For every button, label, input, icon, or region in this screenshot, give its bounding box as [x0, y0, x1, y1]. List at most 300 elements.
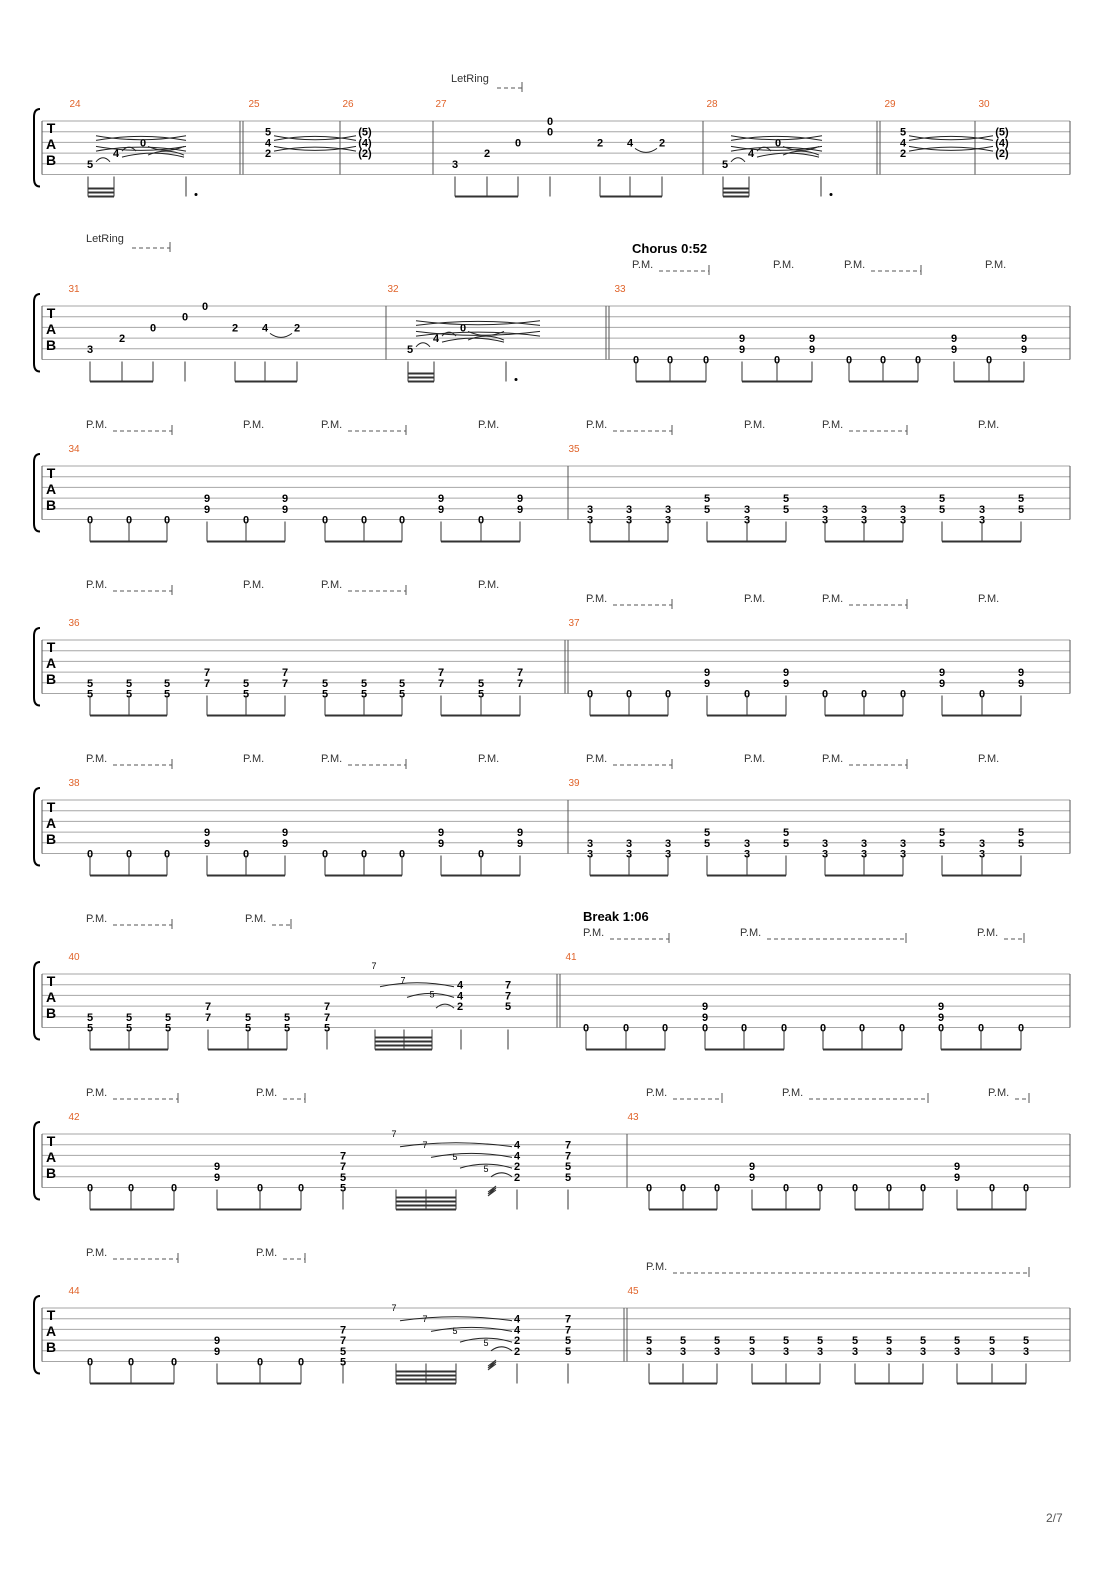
- fret-number: 0: [139, 137, 147, 150]
- fret-number: 0: [125, 848, 133, 861]
- fret-number: 0: [86, 514, 94, 527]
- fret-number: 5: [125, 1011, 133, 1024]
- palm-mute-label: P.M.: [478, 419, 500, 431]
- measure-number: 29: [884, 99, 896, 110]
- tab-system-8: [34, 1247, 1070, 1384]
- fret-number: 5: [1017, 493, 1025, 506]
- fret-number: 0: [845, 354, 853, 367]
- fret-number: 9: [281, 827, 289, 840]
- fret-number: 7: [564, 1324, 572, 1337]
- fret-number: 7: [281, 677, 289, 690]
- fret-number: 5: [988, 1335, 996, 1348]
- fret-number: 3: [899, 514, 907, 527]
- measure-number: 45: [627, 1286, 639, 1297]
- tab-clef-letter: B: [45, 831, 57, 847]
- palm-mute-label: P.M.: [822, 753, 844, 765]
- fret-number: 9: [213, 1335, 221, 1348]
- tab-clef-letter: B: [45, 1005, 57, 1021]
- palm-mute-label: P.M.: [243, 579, 265, 591]
- fret-number: 3: [748, 1345, 756, 1358]
- fret-number: 5: [406, 343, 414, 356]
- tie-arc: [635, 148, 657, 152]
- fret-number: 3: [899, 837, 907, 850]
- tab-system-6: [34, 909, 1070, 1050]
- fret-number: 5: [1022, 1335, 1030, 1348]
- fret-number: 5: [398, 688, 406, 701]
- measure-number: 32: [387, 284, 399, 295]
- fret-number: 9: [808, 333, 816, 346]
- fret-number: 0: [988, 1182, 996, 1195]
- fret-number: 3: [625, 514, 633, 527]
- measure-number: 36: [68, 618, 80, 629]
- fret-number: 2: [118, 333, 126, 346]
- measure-number: 25: [248, 99, 260, 110]
- fret-number: 9: [748, 1161, 756, 1174]
- grace-fret: 5: [452, 1152, 458, 1162]
- fret-number: 0: [821, 688, 829, 701]
- fret-number: 5: [703, 837, 711, 850]
- tab-clef-letter: B: [45, 671, 57, 687]
- fret-number: 2: [513, 1161, 521, 1174]
- fret-number: 5: [938, 493, 946, 506]
- tab-system-4: [34, 579, 1070, 716]
- fret-number: 9: [203, 493, 211, 506]
- fret-number: (4): [358, 137, 372, 150]
- measure-number: 37: [568, 618, 580, 629]
- fret-number: 3: [821, 848, 829, 861]
- fret-number: 3: [664, 503, 672, 516]
- palm-mute-label: P.M.: [822, 419, 844, 431]
- fret-number: 9: [701, 1011, 709, 1024]
- fret-number: 4: [899, 137, 907, 150]
- tab-clef-letter: B: [45, 152, 57, 168]
- fret-number: 5: [339, 1182, 347, 1195]
- fret-number: 3: [953, 1345, 961, 1358]
- fret-number: 0: [899, 688, 907, 701]
- fret-number: 0: [459, 322, 467, 335]
- tab-clef-letter: A: [45, 815, 57, 831]
- fret-number: 9: [953, 1171, 961, 1184]
- tab-system-3: [34, 419, 1070, 542]
- fret-number: 9: [953, 1161, 961, 1174]
- palm-mute-label: P.M.: [583, 927, 605, 939]
- fret-number: 3: [978, 848, 986, 861]
- fret-number: 9: [281, 493, 289, 506]
- fret-number: 0: [163, 848, 171, 861]
- fret-number: 0: [297, 1182, 305, 1195]
- tab-clef-letter: B: [45, 1165, 57, 1181]
- fret-number: 9: [437, 493, 445, 506]
- grace-fret: 5: [483, 1164, 489, 1174]
- fret-number: 4: [626, 137, 634, 150]
- fret-number: (5): [995, 126, 1009, 139]
- fret-number: 0: [661, 1022, 669, 1035]
- fret-number: 0: [885, 1182, 893, 1195]
- fret-number: 0: [297, 1356, 305, 1369]
- fret-number: 9: [738, 333, 746, 346]
- fret-number: 5: [244, 1011, 252, 1024]
- fret-number: 0: [201, 301, 209, 313]
- fret-number: 3: [860, 837, 868, 850]
- tab-clef-letter: T: [46, 305, 56, 321]
- fret-number: 9: [213, 1345, 221, 1358]
- fret-number: 5: [713, 1335, 721, 1348]
- fret-number: 7: [564, 1313, 572, 1326]
- fret-number: 9: [203, 503, 211, 516]
- fret-number: 9: [938, 667, 946, 680]
- fret-number: 5: [163, 688, 171, 701]
- measure-number: 26: [342, 99, 354, 110]
- tab-clef-letter: A: [45, 655, 57, 671]
- fret-number: 5: [242, 677, 250, 690]
- fret-number: 5: [86, 688, 94, 701]
- fret-number: 5: [703, 503, 711, 516]
- system-bracket: [34, 109, 40, 187]
- fret-number: 5: [679, 1335, 687, 1348]
- fret-number: 9: [938, 677, 946, 690]
- palm-mute-label: P.M.: [988, 1087, 1010, 1099]
- fret-number: 7: [516, 677, 524, 690]
- measure-number: 30: [978, 99, 990, 110]
- fret-number: 9: [516, 493, 524, 506]
- palm-mute-label: P.M.: [243, 419, 265, 431]
- fret-number: 3: [821, 503, 829, 516]
- fret-number: 5: [264, 126, 272, 139]
- grace-fret: 7: [391, 1303, 397, 1313]
- fret-number: 3: [679, 1345, 687, 1358]
- tab-clef-letter: T: [46, 799, 56, 815]
- fret-number: 0: [985, 354, 993, 367]
- fret-number: 0: [937, 1022, 945, 1035]
- grace-fret: 7: [400, 975, 406, 986]
- fret-number: 7: [323, 1011, 331, 1024]
- fret-number: 5: [86, 1022, 94, 1035]
- measure-number: 33: [614, 284, 626, 295]
- fret-number: 4: [264, 137, 272, 150]
- fret-number: 2: [513, 1171, 521, 1184]
- fret-number: 0: [782, 1182, 790, 1195]
- measure-number: 27: [435, 99, 447, 110]
- fret-number: 5: [244, 1022, 252, 1035]
- fret-number: 5: [125, 1022, 133, 1035]
- fret-number: 5: [242, 688, 250, 701]
- fret-number: 3: [743, 514, 751, 527]
- fret-number: 0: [679, 1182, 687, 1195]
- palm-mute-label: P.M.: [744, 753, 766, 765]
- fret-number: 5: [564, 1335, 572, 1348]
- fret-number: 3: [1022, 1345, 1030, 1358]
- tab-system-7: [34, 1087, 1070, 1210]
- fret-number: 5: [283, 1011, 291, 1024]
- fret-number: 0: [914, 354, 922, 367]
- fret-number: 0: [256, 1356, 264, 1369]
- fret-number: 0: [743, 688, 751, 701]
- fret-number: 7: [204, 1011, 212, 1024]
- fret-number: 0: [256, 1182, 264, 1195]
- fret-number: 0: [181, 311, 189, 324]
- fret-number: 3: [86, 343, 94, 356]
- fret-number: 4: [513, 1150, 521, 1163]
- tab-clef-letter: B: [45, 497, 57, 513]
- fret-number: 9: [937, 1011, 945, 1024]
- fret-number: 0: [978, 688, 986, 701]
- palm-mute-label: P.M.: [321, 753, 343, 765]
- fret-number: 0: [546, 116, 554, 128]
- fret-number: 5: [323, 1022, 331, 1035]
- palm-mute-label: P.M.: [744, 419, 766, 431]
- palm-mute-label: P.M.: [256, 1247, 278, 1259]
- fret-number: 0: [125, 514, 133, 527]
- palm-mute-label: P.M.: [822, 593, 844, 605]
- fret-number: 5: [504, 1001, 512, 1014]
- fret-number: 0: [127, 1356, 135, 1369]
- fret-number: 3: [664, 848, 672, 861]
- tie-arc: [96, 158, 110, 162]
- fret-number: 7: [203, 667, 211, 680]
- fret-number: 5: [851, 1335, 859, 1348]
- fret-number: 9: [281, 837, 289, 850]
- fret-number: 5: [782, 827, 790, 840]
- fret-number: 0: [819, 1022, 827, 1035]
- fret-number: 9: [808, 343, 816, 356]
- fret-number: 0: [851, 1182, 859, 1195]
- fret-number: 0: [622, 1022, 630, 1035]
- fret-number: (4): [995, 137, 1009, 150]
- fret-number: 5: [645, 1335, 653, 1348]
- palm-mute-label: P.M.: [985, 259, 1007, 271]
- fret-number: 0: [321, 848, 329, 861]
- fret-number: 5: [86, 158, 94, 171]
- fret-number: 3: [885, 1345, 893, 1358]
- fret-number: 3: [645, 1345, 653, 1358]
- fret-number: 0: [546, 126, 554, 139]
- fret-number: 5: [564, 1171, 572, 1184]
- tab-clef-letter: T: [46, 120, 56, 136]
- fret-number: 0: [86, 1356, 94, 1369]
- palm-mute-label: P.M.: [86, 913, 108, 925]
- fret-number: 9: [203, 827, 211, 840]
- section-chorus: Chorus 0:52: [632, 241, 708, 256]
- fret-number: 0: [477, 848, 485, 861]
- fret-number: 5: [164, 1022, 172, 1035]
- fret-number: 0: [398, 848, 406, 861]
- tie-arc: [731, 158, 745, 162]
- fret-number: 5: [1017, 827, 1025, 840]
- fret-number: 0: [860, 688, 868, 701]
- palm-mute-label: P.M.: [586, 593, 608, 605]
- fret-number: 3: [978, 503, 986, 516]
- fret-number: 7: [339, 1150, 347, 1163]
- section-break: Break 1:06: [583, 909, 649, 924]
- fret-number: 4: [456, 990, 464, 1003]
- system-bracket: [34, 1296, 40, 1374]
- fret-number: 3: [586, 837, 594, 850]
- grace-fret: 7: [391, 1129, 397, 1139]
- fret-number: 0: [127, 1182, 135, 1195]
- fret-number: 0: [977, 1022, 985, 1035]
- fret-number: 5: [782, 837, 790, 850]
- tab-system-1: [34, 73, 1070, 197]
- palm-mute-label: P.M.: [632, 259, 654, 271]
- fret-number: 3: [586, 514, 594, 527]
- fret-number: 0: [1017, 1022, 1025, 1035]
- fret-number: 3: [821, 837, 829, 850]
- palm-mute-label: P.M.: [321, 579, 343, 591]
- fret-number: 0: [858, 1022, 866, 1035]
- fret-number: 5: [164, 1011, 172, 1024]
- fret-number: 5: [1017, 503, 1025, 516]
- fret-number: (2): [995, 148, 1009, 161]
- fret-number: 9: [703, 667, 711, 680]
- fret-number: 9: [1020, 343, 1028, 356]
- fret-number: 7: [281, 667, 289, 680]
- fret-number: 3: [586, 503, 594, 516]
- fret-number: 3: [743, 837, 751, 850]
- fret-number: 5: [125, 688, 133, 701]
- tab-system-5: [34, 753, 1070, 876]
- fret-number: 7: [504, 979, 512, 992]
- system-bracket: [34, 454, 40, 532]
- palm-mute-label: P.M.: [586, 753, 608, 765]
- fret-number: 2: [658, 137, 666, 150]
- system-bracket: [34, 788, 40, 866]
- fret-number: 5: [321, 688, 329, 701]
- fret-number: 2: [513, 1345, 521, 1358]
- palm-mute-label: P.M.: [978, 753, 1000, 765]
- fret-number: 7: [504, 990, 512, 1003]
- fret-number: 7: [339, 1161, 347, 1174]
- fret-number: 5: [703, 493, 711, 506]
- fret-number: 9: [1020, 333, 1028, 346]
- fret-number: 9: [203, 837, 211, 850]
- fret-number: 9: [437, 837, 445, 850]
- fret-number: 5: [86, 1011, 94, 1024]
- palm-mute-label: P.M.: [86, 1247, 108, 1259]
- system-bracket: [34, 1122, 40, 1200]
- fret-number: 0: [170, 1182, 178, 1195]
- fret-number: 3: [625, 503, 633, 516]
- fret-number: 3: [664, 514, 672, 527]
- measure-number: 39: [568, 778, 580, 789]
- grace-fret: 7: [422, 1140, 428, 1150]
- palm-mute-label: P.M.: [86, 419, 108, 431]
- palm-mute-label: P.M.: [978, 419, 1000, 431]
- palm-mute-label: P.M.: [586, 419, 608, 431]
- dot: [515, 378, 518, 381]
- palm-mute-label: P.M.: [844, 259, 866, 271]
- fret-number: 5: [398, 677, 406, 690]
- fret-number: 5: [782, 493, 790, 506]
- fret-number: 5: [899, 126, 907, 139]
- fret-number: 9: [738, 343, 746, 356]
- fret-number: 3: [743, 848, 751, 861]
- fret-number: 3: [978, 514, 986, 527]
- fret-number: 9: [516, 827, 524, 840]
- tab-system-2: [34, 233, 1070, 382]
- fret-number: 3: [713, 1345, 721, 1358]
- measure-number: 40: [68, 952, 80, 963]
- fret-number: 7: [203, 677, 211, 690]
- fret-number: 0: [477, 514, 485, 527]
- palm-mute-label: P.M.: [478, 579, 500, 591]
- fret-number: 3: [978, 837, 986, 850]
- tab-clef-letter: T: [46, 465, 56, 481]
- palm-mute-label: P.M.: [740, 927, 762, 939]
- let-ring-label: LetRing: [86, 233, 124, 245]
- fret-number: 5: [564, 1161, 572, 1174]
- fret-number: 7: [516, 667, 524, 680]
- fret-number: 4: [261, 322, 269, 335]
- measure-number: 38: [68, 778, 80, 789]
- fret-number: 0: [242, 514, 250, 527]
- fret-number: 5: [782, 503, 790, 516]
- fret-number: 3: [586, 848, 594, 861]
- tie-arc: [491, 1173, 512, 1177]
- palm-mute-label: P.M.: [773, 259, 795, 271]
- measure-number: 35: [568, 444, 580, 455]
- fret-number: 0: [586, 688, 594, 701]
- tab-clef-letter: T: [46, 1307, 56, 1323]
- palm-mute-label: P.M.: [646, 1087, 668, 1099]
- measure-number: 31: [68, 284, 80, 295]
- tab-clef-letter: B: [45, 1339, 57, 1355]
- measure-number: 44: [68, 1286, 80, 1297]
- fret-number: 2: [231, 322, 239, 335]
- fret-number: 0: [773, 354, 781, 367]
- fret-number: 0: [898, 1022, 906, 1035]
- fret-number: 4: [747, 148, 755, 161]
- measure-number: 24: [69, 99, 81, 110]
- tab-clef-letter: A: [45, 1149, 57, 1165]
- fret-number: 2: [293, 322, 301, 335]
- dot: [195, 193, 198, 196]
- fret-number: 0: [740, 1022, 748, 1035]
- fret-number: 3: [899, 848, 907, 861]
- fret-number: 5: [816, 1335, 824, 1348]
- fret-number: 9: [937, 1001, 945, 1014]
- system-bracket: [34, 294, 40, 372]
- tie-arc: [270, 333, 292, 337]
- system-bracket: [34, 962, 40, 1040]
- fret-number: 5: [1017, 837, 1025, 850]
- palm-mute-label: P.M.: [646, 1261, 668, 1273]
- fret-number: 5: [339, 1171, 347, 1184]
- fret-number: 0: [713, 1182, 721, 1195]
- fret-number: 2: [483, 148, 491, 161]
- fret-number: 3: [625, 837, 633, 850]
- fret-number: 3: [451, 158, 459, 171]
- fret-number: 3: [899, 503, 907, 516]
- fret-number: 5: [163, 677, 171, 690]
- fret-number: 9: [213, 1171, 221, 1184]
- fret-number: 9: [703, 677, 711, 690]
- fret-number: 7: [437, 667, 445, 680]
- fret-number: 9: [1017, 677, 1025, 690]
- tab-clef-letter: T: [46, 973, 56, 989]
- fret-number: 5: [125, 677, 133, 690]
- fret-number: 0: [645, 1182, 653, 1195]
- fret-number: 4: [112, 148, 120, 161]
- fret-number: 5: [938, 827, 946, 840]
- palm-mute-label: P.M.: [86, 579, 108, 591]
- fret-number: (5): [358, 126, 372, 139]
- fret-number: 5: [938, 837, 946, 850]
- fret-number: 7: [437, 677, 445, 690]
- fret-number: 0: [170, 1356, 178, 1369]
- fret-number: 0: [919, 1182, 927, 1195]
- fret-number: 0: [666, 354, 674, 367]
- fret-number: 5: [360, 677, 368, 690]
